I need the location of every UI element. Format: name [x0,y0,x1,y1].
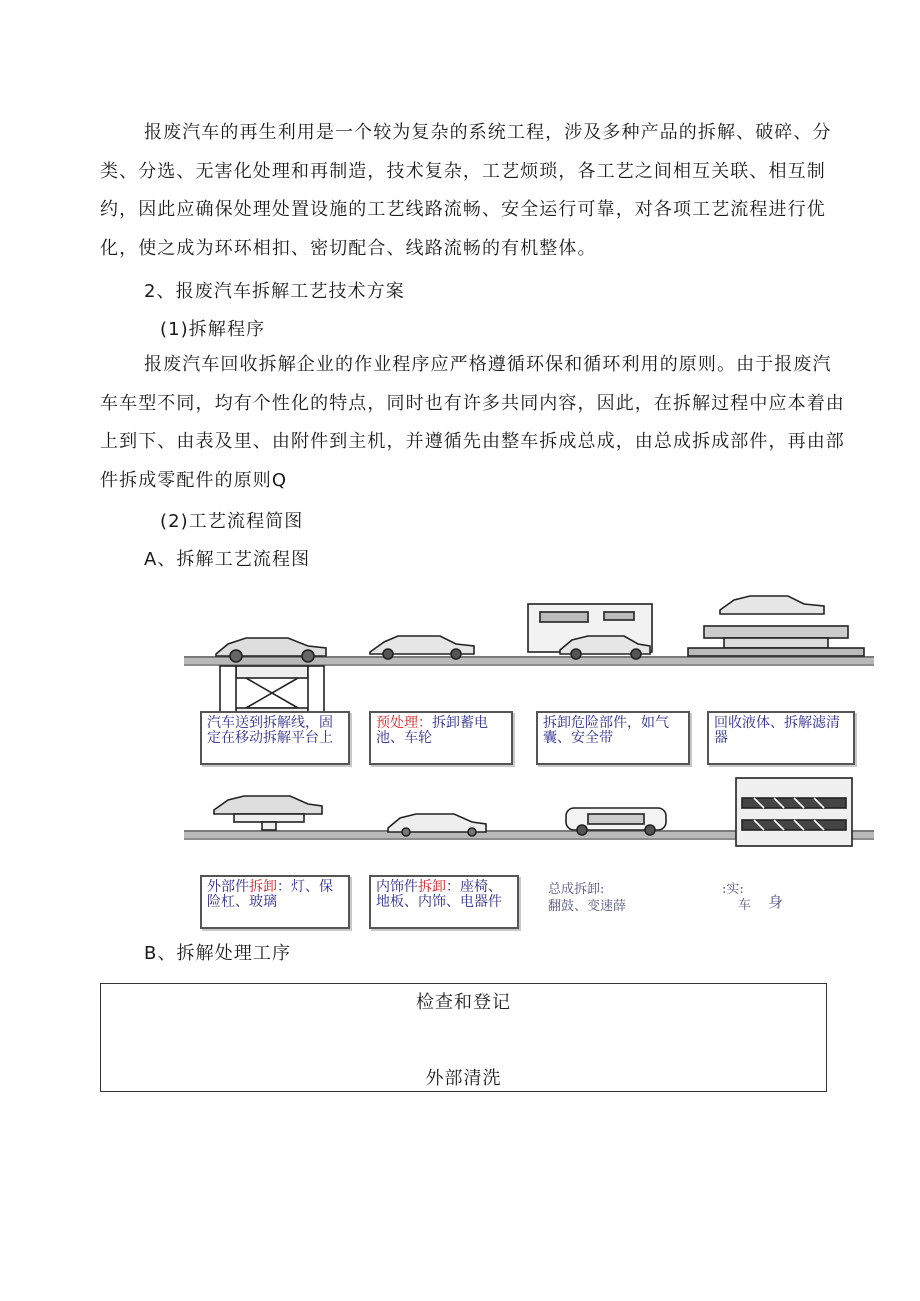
step-caption-7-line2: 翻鼓、变速薛 [548,899,627,914]
car-on-stand-icon [214,796,322,830]
subsection-heading-2: (2)工艺流程简图 [160,511,304,532]
step-caption-3-text: 拆卸危险部件，如气囊、安全带 [543,715,669,746]
disassembly-flow-figure [184,592,874,937]
step-caption-8-line2b: 身 [768,893,784,911]
car-shell-icon [388,814,486,836]
step-caption-6 [369,875,519,929]
process-row-washing: 外部清洗 [425,1068,502,1089]
step-caption-3 [536,711,690,765]
step-caption-5-text-a: 外部件 [207,879,249,895]
intro-paragraph: 报废汽车的再生利用是一个较为复杂的系统工程，涉及多种产品的拆解、破碎、分类、分选、无害化处理和再制造，技术复杂，工艺烦琐，各工艺之间相互关联、相互制约，因此应确保处理处置设施的工艺线路流畅、安全运行可靠，对各项工艺流程进行优化，使之成为环环相扣、密切配合、线路流畅的有机整体。 [100,122,832,259]
process-heading: B、拆解处理工序 [144,943,292,964]
car-icon [370,636,474,659]
body-press-icon [736,778,852,846]
step-caption-2-text: 拆卸蓄电池、车轮 [376,715,488,746]
step-caption-8-line2a: 车 [738,898,752,913]
step-caption-5 [200,875,350,929]
subsection-heading-1: (1)拆解程序 [160,319,266,340]
procedure-paragraph: 报废汽车回收拆解企业的作业程序应严格遵循环保和循环利用的原则。由于报废汽车车型不同，均有个性化的特点，同时也有许多共同内容，因此，在拆解过程中应本着由上到下、由表及里、由附件到主机，并遵循先由整车拆成总成，由总成拆成部件，再由部件拆成零配件的原则Q [100,354,845,491]
step-caption-6-text-a: 内饰件 [376,879,418,895]
step-caption-2-highlight: 预处理： [376,715,432,731]
step-caption-4 [707,711,855,765]
figure-heading: A、拆解工艺流程图 [144,549,311,570]
step-caption-4-text: 回收液体、拆解滤清器 [714,715,840,746]
step-caption-1-text: 汽车送到拆解线，固定在移动拆解平台上 [207,715,333,746]
process-table [100,983,827,1092]
step-caption-1 [200,711,350,765]
chassis-icon [566,808,666,835]
process-row-inspection: 检查和登记 [416,992,511,1013]
step-caption-6-highlight: 拆卸 [418,879,446,895]
step-caption-2 [369,711,513,765]
step-caption-7-line1: 总成拆卸: [548,882,605,897]
step-caption-8-line1: :实: [722,882,744,897]
step-caption-5-text-b: ：灯、保险杠、玻璃 [207,879,333,910]
section-heading: 2、报废汽车拆解工艺技术方案 [144,281,405,302]
step-caption-5-highlight: 拆卸 [249,879,277,895]
fluid-recovery-station-icon [688,596,864,656]
car-on-lift-icon [216,638,326,716]
hazard-station-icon [528,604,652,659]
step-caption-6-text-b: ：座椅、地板、内饰、电器件 [376,879,502,910]
